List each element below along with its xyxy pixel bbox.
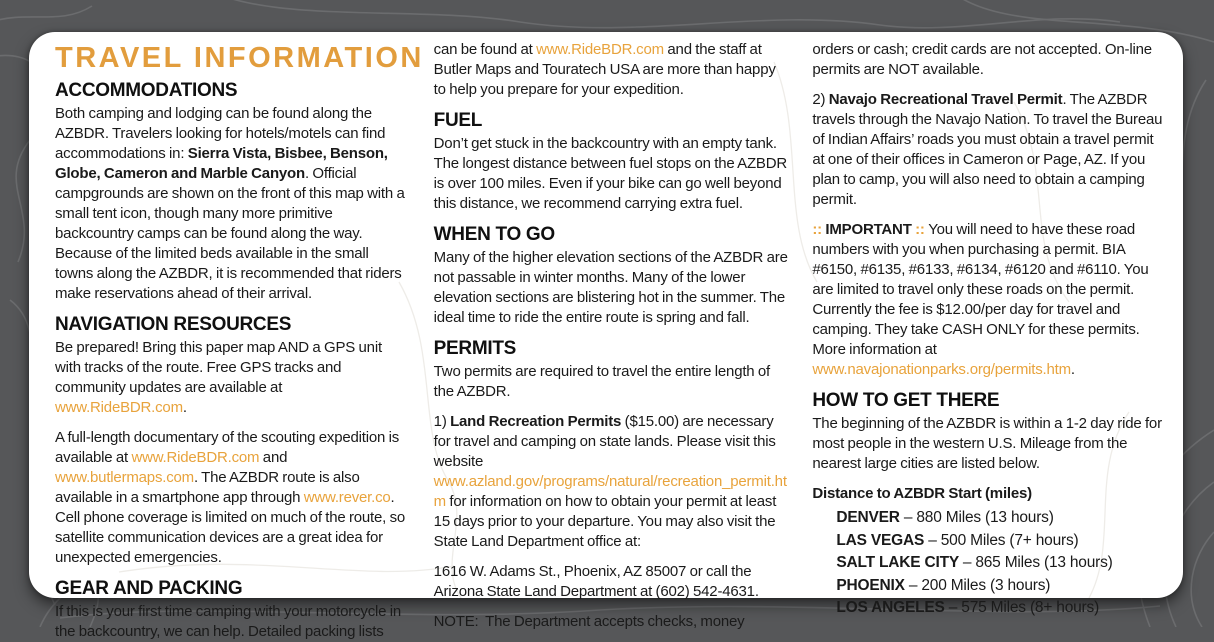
paragraph [55, 338, 410, 418]
city-name: PHOENIX [836, 576, 909, 594]
text-run: 1616 W. Adams St., Phoenix, AZ 85007 or call the Arizona State Land Department at (602) 542-4631. [433, 563, 759, 600]
text-run: Two permits are required to travel the entire length of the AZBDR. [433, 363, 771, 400]
text-run: . Cell phone coverage is limited on much of the route, so satellite communication devices are a great idea for unexpected emergencies. [55, 489, 406, 566]
paragraph [55, 602, 410, 642]
paragraph [812, 90, 1167, 210]
text-run: Be prepared! Bring this paper map AND a GPS unit with tracks of the route. Free GPS tracks and community updates are available at [55, 339, 382, 396]
link-www-ridebdr-com[interactable]: www.RideBDR.com [55, 399, 183, 416]
section-heading-fuel: FUEL [433, 110, 483, 131]
city-distance: – 500 Miles (7+ hours) [928, 531, 1079, 549]
distance-item-salt-lake-city [836, 552, 1167, 575]
distance-list [812, 507, 1167, 620]
bold-text: Sierra Vista, Bisbee, Benson, Globe, Cameron and Marble Canyon [55, 145, 388, 182]
city-name: LOS ANGELES [836, 599, 949, 616]
link-www-navajonationparks-org-permits-htm[interactable]: www.navajonationparks.org/permits.htm [812, 361, 1071, 378]
paragraph [434, 562, 789, 602]
section-heading-when-to-go: WHEN TO GO [433, 224, 555, 245]
paragraph [434, 412, 789, 552]
city-distance: – 880 Miles (13 hours) [903, 509, 1054, 526]
section-heading-accommodations: ACCOMMODATIONS [55, 80, 238, 101]
text-run: . The AZBDR travels through the Navajo Nation. To travel the Bureau of Indian Affairs’ roads you must obtain a travel permit at one of their offices in Cameron or Page, AZ. If you plan to camp, you will also need to obtain a camping permit. [812, 91, 1163, 208]
column-1 [55, 40, 424, 640]
bold-text: Land Recreation Permits [450, 413, 622, 430]
text-run: ($15.00) are necessary for travel and camping on state lands. Please visit this website [433, 413, 776, 470]
text-run: orders or cash; credit cards are not accepted. On-line permits are NOT available. [812, 41, 1152, 78]
distance-item-denver [836, 507, 1167, 530]
text-run: . Official campgrounds are shown on the front of this map with a small tent icon, though many more primitive backcountry camps can be found along the way. Because of the limited beds available in the small towns along the AZBDR, it is recommended that riders make reservations ahead of their arrival. [55, 165, 405, 302]
city-name: LAS VEGAS [836, 531, 929, 549]
paragraph [55, 104, 410, 304]
accent-colons: :: [812, 221, 826, 238]
text-run: The beginning of the AZBDR is within a 1-2 day ride for most people in the western U.S. Mileage from the nearest large cities are listed below. [812, 415, 1162, 472]
text-run: 2) [812, 91, 829, 108]
city-name: DENVER [836, 509, 904, 526]
text-run: Many of the higher elevation sections of the AZBDR are not passable in winter months. Many of the lower elevation sections are blistering hot in the summer. The ideal time to ride the entire route is spring and fall. [433, 249, 788, 326]
link-www-ridebdr-com[interactable]: www.RideBDR.com [536, 41, 664, 58]
city-name: SALT LAKE CITY [836, 554, 963, 571]
link-www-ridebdr-com[interactable]: www.RideBDR.com [131, 449, 260, 466]
text-run: 1) [433, 413, 451, 430]
link-www-azland-gov-programs-natural-recreation-permit-htm[interactable]: www.azland.gov/programs/natural/recreation_permit.htm [433, 473, 787, 510]
section-heading-permits: PERMITS [433, 338, 517, 359]
city-distance: – 200 Miles (3 hours) [908, 576, 1051, 594]
paragraph [812, 220, 1167, 380]
paragraph [434, 612, 789, 632]
distance-item-las-vegas [836, 530, 1167, 553]
paragraph [434, 134, 789, 214]
link-www-butlermaps-com[interactable]: www.butlermaps.com [55, 469, 194, 486]
text-run: Both camping and lodging can be found along the AZBDR. Travelers looking for hotels/motels can find accommodations in: [55, 105, 386, 162]
accent-colons: :: [911, 221, 929, 238]
text-run: for information on how to obtain your permit at least 15 days prior to your departure. You may also visit the State Land Department office at: [433, 493, 777, 550]
paragraph [812, 40, 1167, 80]
bold-text: Distance to AZBDR Start (miles) [812, 485, 1032, 502]
text-run: NOTE: The Department accepts checks, money [433, 613, 745, 630]
bold-text: Navajo Recreational Travel Permit [828, 91, 1063, 108]
distance-item-los-angeles [836, 597, 1167, 620]
distance-item-phoenix [836, 575, 1167, 598]
paragraph [434, 40, 789, 100]
text-columns [55, 40, 1167, 640]
city-distance: – 575 Miles (8+ hours) [948, 599, 1100, 616]
text-run: and [259, 449, 288, 466]
list-heading [812, 484, 1167, 504]
text-run: If this is your first time camping with your motorcycle in the backcountry, we can help. Detailed packing lists [55, 603, 402, 640]
paragraph [55, 428, 410, 568]
text-run: Don’t get stuck in the backcountry with an empty tank. The longest distance between fuel stops on the AZBDR is over 100 miles. Even if your bike can go well beyond this distance, we recommend carrying extra fuel. [433, 135, 787, 212]
paragraph [434, 362, 789, 402]
column-2 [433, 40, 789, 630]
text-run: . The AZBDR route is also available in a smartphone app through [55, 469, 360, 506]
page-title: TRAVEL INFORMATION [55, 42, 424, 74]
text-run: . [182, 399, 187, 416]
section-heading-navigation-resources: NAVIGATION RESOURCES [55, 314, 292, 335]
city-distance: – 865 Miles (13 hours) [962, 554, 1113, 571]
info-card [29, 32, 1183, 640]
bold-text: IMPORTANT [825, 221, 912, 238]
column-3 [812, 40, 1167, 616]
text-run: You will need to have these road numbers with you when purchasing a permit. BIA #6150, #6135, #6133, #6134, #6120 and #6110. You are limited to travel only these roads on the permit. Currently the fee is $12.00/per day for travel and camping. They take CASH ONLY for these permits. More information at [812, 221, 1149, 358]
text-run: . [1070, 361, 1075, 378]
paragraph [434, 248, 789, 328]
link-www-rever-co[interactable]: www.rever.co [303, 489, 391, 506]
section-heading-how-to-get-there: HOW TO GET THERE [812, 390, 1000, 411]
text-run: can be found at [433, 41, 537, 58]
paragraph [812, 414, 1167, 474]
text-run: A full-length documentary of the scouting expedition is available at [55, 429, 400, 466]
text-run: and the staff at Butler Maps and Touratech USA are more than happy to help you prepare for your expedition. [433, 41, 776, 98]
section-heading-gear-and-packing: GEAR AND PACKING [55, 578, 243, 599]
